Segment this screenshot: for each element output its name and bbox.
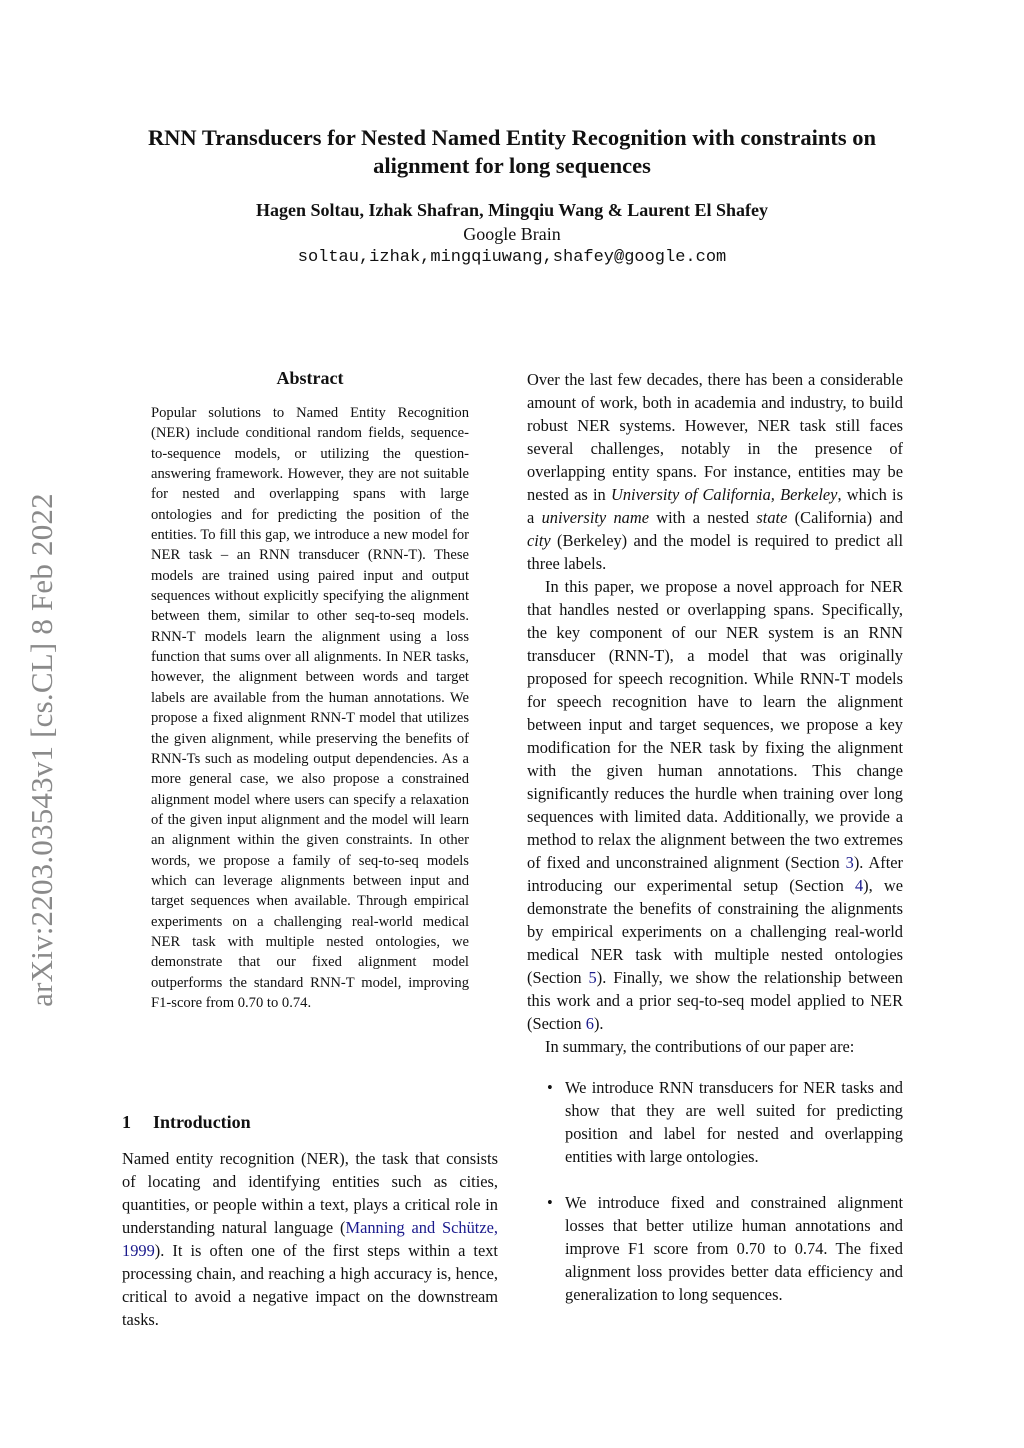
list-item-text: We introduce fixed and constrained alignment losses that better utilize human annotations and improve F1 score from 0.70 to 0.74. The fixed alignment loss provides better data efficiency and generalization to long sequences. [565,1193,903,1304]
emphasis-state: state [756,508,788,527]
list-item-text: We introduce RNN transducers for NER tasks and show that they are well suited for predicting position and label for nested and overlapping entities with large ontologies. [565,1078,903,1166]
text-run: (California) and [787,508,903,527]
text-run: , which is a [527,485,903,527]
contributions-list [527,1076,903,1306]
bullet-icon: • [547,1078,553,1097]
section-heading-introduction [122,1109,498,1135]
affiliation: Google Brain [463,224,561,244]
text-run: Over the last few decades, there has been a considerable amount of work, both in academia and industry, to build robust NER systems. However, NER task still faces several challenges, notably in the presence of overlapping entity spans. For instance, entities may be nested as in [527,370,903,504]
arxiv-stamp [12,460,72,1040]
section-ref-link-6[interactable]: 6 [585,1014,594,1033]
text-run: ). [593,1014,604,1033]
intro-text-b: ). It is often one of the first steps within a text processing chain, and reaching a high accuracy is, hence, critical to avoid a negative impact on the downstream tasks. [122,1241,498,1329]
citation-link-manning[interactable]: Manning and Schütze, 1999 [122,1218,499,1260]
abstract-text: Popular solutions to Named Entity Recognition (NER) include conditional random fields, sequence-to-sequence models, or utilizing the question-answering framework. However, they are not suitable for nested and overlapping spans with large ontologies and for predicting the position of the entities. To fill this gap, we introduce a new model for NER task – an RNN transducer (RNN-T). These models are trained using paired input and output sequences without explicitly specifying the alignment between them, similar to other seq-to-seq models. RNN-T models learn the alignment using a loss function that sums over all alignments. In NER tasks, however, the alignment between words and target labels are available from the human annotations. We propose a fixed alignment RNN-T model that utilizes the given alignment, while preserving the benefits of RNN-Ts such as modeling output dependencies. As a more general case, we also propose a constrained alignment model where users can specify a relaxation of the given input alignment and the model will learn an alignment within the given constraints. In other words, we propose a family of seq-to-seq models which can leverage alignments between input and target sequences when available. Through empirical experiments on a challenging real-world medical NER task with multiple nested ontologies, we demonstrate that our fixed alignment model outperforms the standard RNN-T model, improving F1-score from 0.70 to 0.74. [151,405,469,1011]
text-run: ). After introducing our experimental setup (Section [527,853,903,895]
arxiv-stamp-text: arXiv:2203.03543v1 [cs.CL] 8 Feb 2022 [24,493,59,1007]
paragraph-summary-intro: In summary, the contributions of our paper are: [545,1037,855,1056]
author-emails: soltau,izhak,mingqiuwang,shafey@google.com [297,248,727,267]
bullet-icon: • [547,1193,553,1212]
introduction-paragraph [122,1147,498,1331]
paragraph-ner-challenges [527,368,903,575]
text-run: In this paper, we propose a novel approach for NER that handles nested or overlapping spans. Specifically, the key component of our NER system is an RNN transducer (RNN-T), a model that was originally proposed for speech recognition. While RNN-T models for speech recognition have to learn the alignment between input and target sequences, we propose a key modification for the NER task by fixing the alignment with the given human annotations. This change significantly reduces the hurdle when training over long sequences with limited data. Additionally, we provide a method to relax the alignment between the two extremes of fixed and unconstrained alignment (Section [527,577,903,872]
author-list: Hagen Soltau, Izhak Shafran, Mingqiu Wang & Laurent El Shafey [256,200,768,220]
section-ref-link-3[interactable]: 3 [845,853,854,872]
text-run: (Berkeley) and the model is required to predict all three labels. [527,531,903,573]
emphasis-university-name: university name [541,508,649,527]
right-column [527,368,903,1329]
list-item [527,1191,903,1306]
section-title: Introduction [153,1112,251,1132]
section-ref-link-4[interactable]: 4 [854,876,864,895]
intro-text-a: Named entity recognition (NER), the task that consists of locating and identifying entities such as cities, quantities, or people within a text, plays a critical role in understanding natural language ( [122,1149,498,1237]
text-run: ). Finally, we show the relationship between this work and a prior seq-to-seq model applied to NER (Section [527,968,903,1033]
emphasis-example-entity: University of California, Berkeley [610,485,838,504]
paragraph-proposed-approach [527,575,903,1035]
emphasis-city: city [527,531,551,550]
abstract-body [151,403,469,1013]
list-item [527,1076,903,1168]
paper-title: RNN Transducers for Nested Named Entity Recognition with constraints on alignment for long sequences [147,125,877,178]
text-run: with a nested [648,508,757,527]
text-run: ), we demonstrate the benefits of constraining the alignments by empirical experiments on a challenging real-world medical NER task with multiple nested ontologies (Section [527,876,903,987]
abstract-heading: Abstract [276,368,344,388]
section-number: 1 [122,1112,131,1132]
section-ref-link-5[interactable]: 5 [588,968,597,987]
